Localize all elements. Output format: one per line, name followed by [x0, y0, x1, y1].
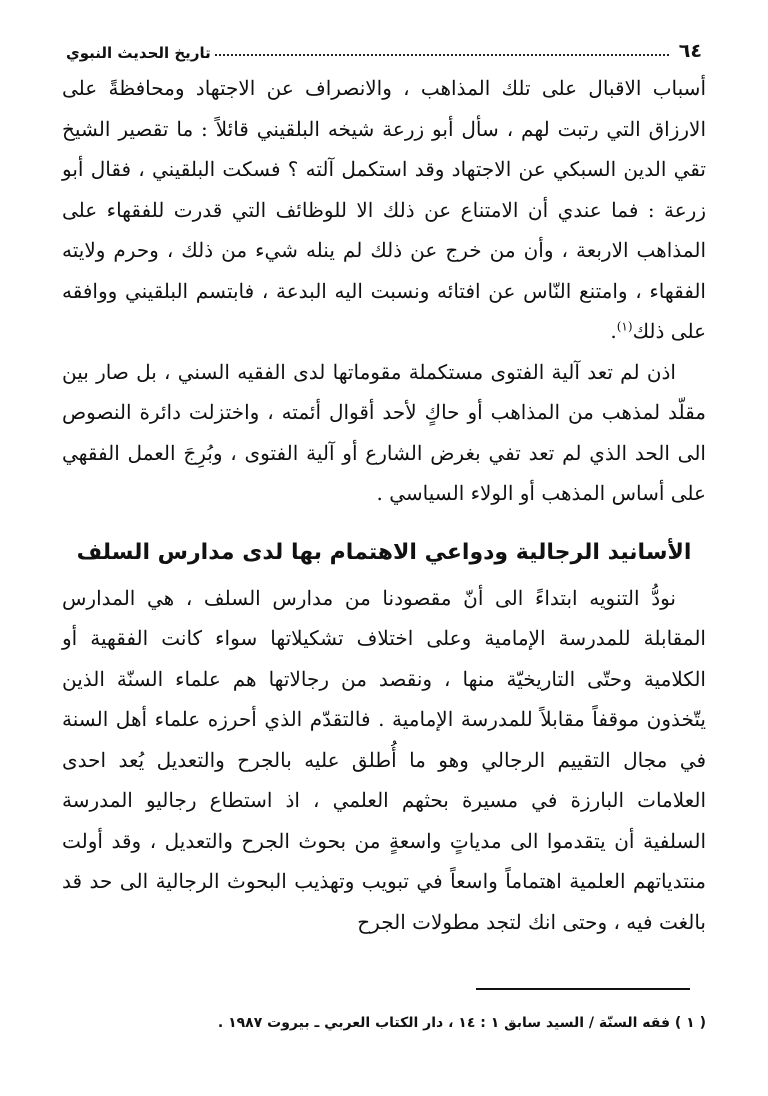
paragraph: اذن لم تعد آلية الفتوى مستكملة مقوماتها لدى الفقيه السني ، بل صار بين مقلّد لمذهب من المذاهب أو حاكٍ لأحد أقوال أئمته ، واختزلت دائرة النصوص الى الحد الذي لم تعد تفي بغرض الشارع أو آلية الفتوى ، وبُرِجَ العمل الفقهي على أساس المذهب أو الولاء السياسي . — [62, 359, 706, 505]
paragraph-period: . — [610, 319, 617, 343]
running-header — [66, 30, 702, 62]
section-heading: الأسانيد الرجالية ودواعي الاهتمام بها لدى مدارس السلف — [76, 539, 692, 565]
paragraph-text: أسباب الاقبال على تلك المذاهب ، والانصراف عن الاجتهاد ومحافظةً على الارزاق التي رتبت لهم ، سأل أبو زرعة شيخه البلقيني قائلاً : ما تقصير الشيخ تقي الدين السبكي عن الاجتهاد وقد استكمل آلته ؟ فسكت البلقيني ، فقال أبو زرعة : فما عندي أن الامتناع عن ذلك الا للوظائف التي قدرت للفقهاء على المذاهب الاربعة ، وأن من خرج عن ذلك لم ينله شيء من ذلك ، وحرم ولايته الفقهاء ، وامتنع النّاس عن افتائه ونسبت اليه البدعة ، فابتسم البلقيني ووافقه على ذلك — [62, 76, 706, 343]
leader-dots — [215, 53, 669, 56]
footnote: ( ١ ) فقه السنّة / السيد سابق ١ : ١٤ ، دار الكتاب العربي ـ بيروت ١٩٨٧ . — [217, 1015, 706, 1031]
footnote-divider — [476, 988, 690, 990]
footnote-marker[interactable]: (١) — [616, 319, 633, 334]
running-title: تاريخ الحديث النبوي — [66, 44, 211, 62]
body-text — [62, 68, 706, 942]
paragraph — [62, 68, 706, 352]
paragraph: نودُّ التنويه ابتداءً الى أنّ مقصودنا من مدارس السلف ، هي المدارس المقابلة للمدرسة الإمامية وعلى اختلاف تشكيلاتها سواء كانت الفقهية أو الكلامية وحتّى التاريخيّة منها ، ونقصد من رجالاتها هم علماء السنّة الذين يتّخذون موقفاً مقابلاً للمدرسة الإمامية . فالتقدّم الذي أحرزه علماء أهل السنة في مجال التقييم الرجالي وهو ما أُطلق عليه بالجرح والتعديل يُعد احدى العلامات البارزة في مسيرة بحثهم العلمي ، اذ استطاع رجاليو المدرسة السلفية أن يتقدموا الى مدياتٍ واسعةٍ من بحوث الجرح والتعديل ، وقد أولت منتدياتهم العلمية اهتماماً واسعاً في تبويب وتهذيب البحوث الرجالية الى حد قد بالغت فيه ، وحتى انك لتجد مطولات الجرح — [62, 585, 707, 934]
page-number: ٦٤ — [678, 40, 702, 62]
